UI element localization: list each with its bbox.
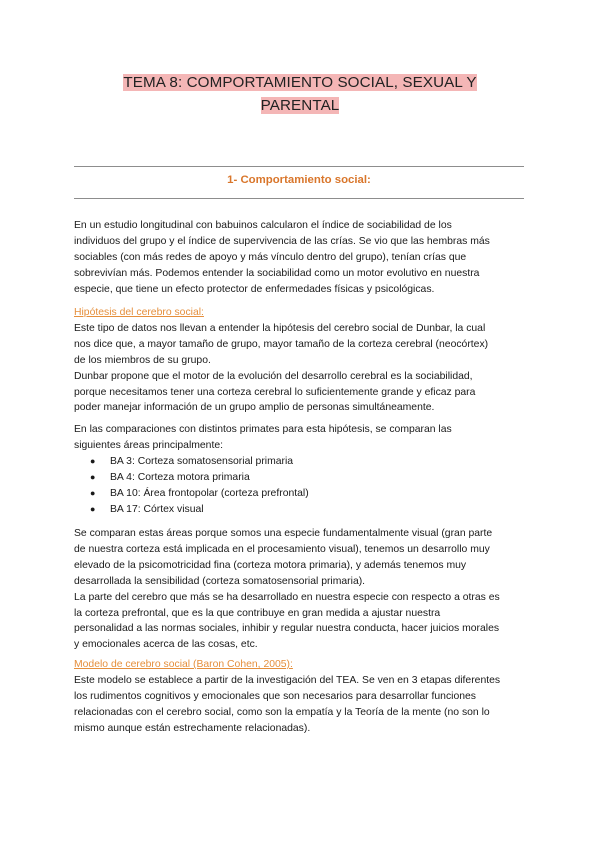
bullet-icon: ● [90, 487, 96, 498]
hipotesis-section [74, 305, 534, 416]
text-line: y emocionales acerca de las cosas, etc. [74, 639, 258, 651]
text-line: personalidad a las normas sociales, inhibir y regular nuestra conducta, hacer juicios morales [74, 623, 500, 635]
text-line: desarrollada la sensibilidad (corteza somatosensorial primaria). [74, 575, 366, 587]
text-line: siguientes áreas principalmente: [74, 439, 224, 451]
section-heading: 1- Comportamiento social: [227, 174, 371, 186]
text-line: Este tipo de datos nos llevan a entender la hipótesis del cerebro social de Dunbar, la cual [74, 322, 486, 334]
text-line: relacionadas con el cerebro social, como son la empatía y la Teoría de la mente (no son lo [74, 706, 490, 718]
text-line: de los miembros de su grupo. [74, 354, 211, 366]
text-line: de nuestra corteza está implicada en el procesamiento visual), tenemos un desarrollo muy [74, 543, 490, 555]
text-line: la corteza prefrontal, que es la que contribuye en gran medida a ajustar nuestra [74, 607, 441, 619]
intro-paragraph [74, 218, 534, 298]
text-line: sociables (con más redes de apoyo y más vínculo dentro del grupo), tenían crías que [74, 251, 467, 263]
text-line: Se comparan estas áreas porque somos una especie fundamentalmente visual (gran parte [74, 528, 493, 539]
list-item: ● BA 4: Corteza motora primaria [74, 470, 534, 486]
text-line: nos dice que, a mayor tamaño de grupo, mayor tamaño de la corteza cerebral (neocórtex) [74, 338, 489, 350]
text-line: sobrevivían más. Podemos entender la sociabilidad como un motor evolutivo en nuestra [74, 267, 480, 279]
top-divider [74, 166, 524, 167]
bottom-divider [74, 198, 524, 199]
visual-paragraph [74, 526, 534, 653]
areas-list [74, 454, 534, 518]
text-line: En las comparaciones con distintos primates para esta hipótesis, se comparan las [74, 424, 452, 435]
bullet-icon: ● [90, 471, 96, 482]
bullet-icon: ● [90, 455, 96, 466]
modelo-section [74, 657, 534, 737]
bullet-icon: ● [90, 503, 96, 514]
text-line: porque necesitamos tener una corteza cerebral lo suficientemente grande y eficaz para [74, 386, 476, 398]
title-line-2: PARENTAL [260, 96, 340, 114]
text-line: los rudimentos cognitivos y emocionales que son necesarios para desarrollar funciones [74, 690, 476, 702]
text-line: elevado de la psicomotricidad fina (corteza motora primaria), y además tenemos muy [74, 559, 467, 571]
text-line: poder manejar información de un grupo amplio de personas simultáneamente. [74, 402, 435, 414]
title-line-1: TEMA 8: COMPORTAMIENTO SOCIAL, SEXUAL Y [123, 74, 477, 91]
list-item: ● BA 10: Área frontopolar (corteza prefrontal) [74, 486, 534, 502]
text-line: individuos del grupo y el índice de supervivencia de las crías. Se vio que las hembras más [74, 235, 490, 247]
page-title [0, 72, 600, 117]
text-line: mismo aunque están estrechamente relacionadas). [74, 722, 311, 734]
areas-intro-paragraph [74, 422, 534, 517]
list-item: ● BA 3: Corteza somatosensorial primaria [74, 454, 534, 470]
hipotesis-heading: Hipótesis del cerebro social: [74, 307, 204, 318]
text-line: especie, que tiene un efecto protector de enfermedades físicas y psicológicas. [74, 283, 435, 295]
text-line: En un estudio longitudinal con babuinos calcularon el índice de sociabilidad de los [74, 220, 452, 231]
text-line: Dunbar propone que el motor de la evolución del desarrollo cerebral es la sociabilidad, [74, 370, 473, 382]
text-line: Este modelo se establece a partir de la investigación del TEA. Se ven en 3 etapas diferentes [74, 674, 501, 686]
text-line: La parte del cerebro que más se ha desarrollado en nuestra especie con respecto a otras es [74, 591, 500, 603]
list-item: ● BA 17: Córtex visual [74, 502, 534, 518]
modelo-heading: Modelo de cerebro social (Baron Cohen, 2005): [74, 659, 293, 670]
